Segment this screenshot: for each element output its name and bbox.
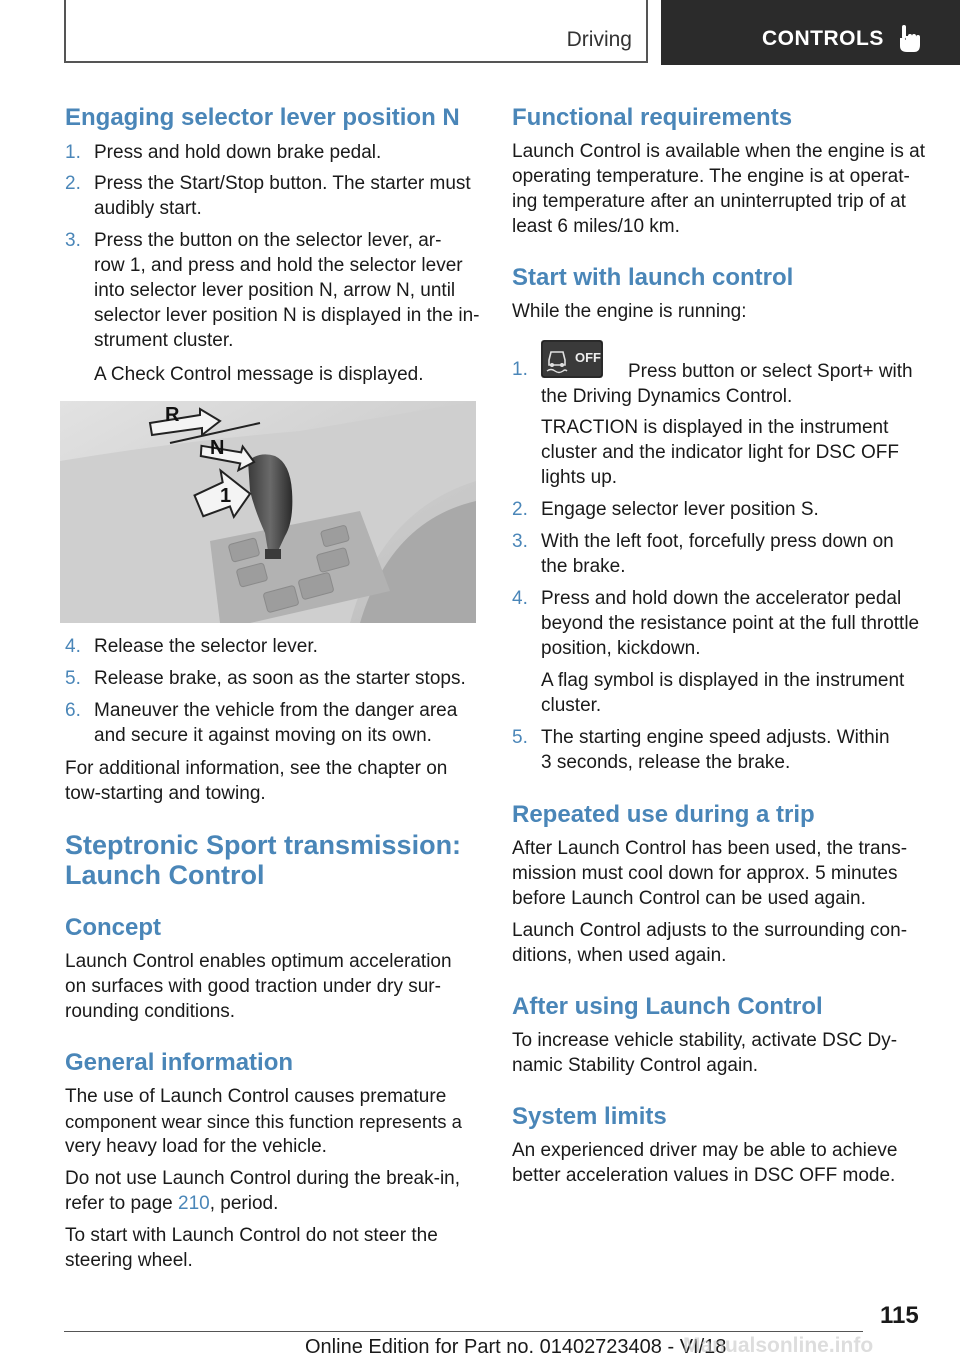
step-text: Press the button on the selector lever, ar‐ [94, 230, 442, 251]
selector-lever-photo [60, 401, 476, 623]
page-reference-link[interactable]: 210 [178, 1193, 210, 1214]
step-text: Press the Start/Stop button. The starter must [94, 173, 471, 194]
step-text: selector lever position N is displayed in the in‐ [94, 305, 480, 326]
step-number: 5. [65, 668, 81, 689]
step-number: 2. [65, 173, 81, 194]
traction-text: lights up. [541, 467, 618, 488]
arrow-1-label: 1 [220, 485, 232, 507]
hand-pointer-icon [898, 24, 922, 59]
step-number: 6. [65, 700, 81, 721]
arrow-r-label: R [165, 404, 180, 426]
step-text: position, kickdown. [541, 638, 701, 659]
step-text: strument cluster. [94, 330, 234, 351]
heading-system-limits: System limits [512, 1103, 667, 1130]
footer-divider [64, 1331, 863, 1332]
step1-text: Press button or select Sport+ with [628, 361, 913, 382]
general-text: The use of Launch Control causes premature [65, 1086, 447, 1107]
step-text: Press and hold down the accelerator pedal [541, 588, 902, 609]
step-number: 1. [512, 359, 528, 380]
traction-text: TRACTION is displayed in the instrument [541, 417, 889, 438]
step-number: 4. [65, 636, 81, 657]
traction-text: cluster and the indicator light for DSC OFF [541, 442, 899, 463]
watermark: Manualsonline.info [683, 1334, 874, 1357]
functional-text: ing temperature after an uninterrupted trip of at [512, 191, 906, 212]
functional-text: least 6 miles/10 km. [512, 216, 680, 237]
adjust-text: Launch Control adjusts to the surrounding con‐ [512, 920, 908, 941]
header-section-label: Driving [566, 28, 632, 51]
step-text: row 1, and press and hold the selector lever [94, 255, 463, 276]
step-text: into selector lever position N, arrow N, until [94, 280, 456, 301]
step-text: Engage selector lever position S. [541, 499, 819, 520]
steer-text: To start with Launch Control do not steer the [65, 1225, 438, 1246]
additional-info-line: For additional information, see the chapter on [65, 758, 448, 779]
footer-edition: Online Edition for Part no. 01402723408 - VI/18 [305, 1336, 727, 1358]
concept-text: rounding conditions. [65, 1001, 236, 1022]
step-number: 1. [65, 142, 81, 163]
while-running-text: While the engine is running: [512, 301, 747, 322]
chapter-tab-label: CONTROLS [762, 27, 884, 50]
step-text: and secure it against moving on its own. [94, 725, 432, 746]
step-text: beyond the resistance point at the full throttle [541, 613, 920, 634]
header-chapter-tab [661, 0, 960, 65]
functional-text: Launch Control is available when the engine is at [512, 141, 925, 162]
after-text: To increase vehicle stability, activate DSC Dy‐ [512, 1030, 898, 1051]
limits-text: better acceleration values in DSC OFF mode. [512, 1165, 896, 1186]
heading-after-using: After using Launch Control [512, 993, 823, 1020]
step-text: the brake. [541, 556, 626, 577]
heading-steptronic: Steptronic Sport transmission: [65, 830, 462, 860]
step-number: 5. [512, 727, 528, 748]
step-text: Release the selector lever. [94, 636, 318, 657]
step-number: 2. [512, 499, 528, 520]
heading-functional-requirements: Functional requirements [512, 104, 793, 131]
step-text: The starting engine speed adjusts. Within [541, 727, 890, 748]
breakin-prefix: refer to page [65, 1193, 179, 1214]
concept-text: on surfaces with good traction under dry sur‐ [65, 976, 441, 997]
steer-text: steering wheel. [65, 1250, 193, 1271]
step-number: 4. [512, 588, 528, 609]
step-text: Release brake, as soon as the starter stops. [94, 668, 466, 689]
step-text: audibly start. [94, 198, 202, 219]
check-control-note: A Check Control message is displayed. [94, 364, 424, 385]
dsc-off-button-icon [541, 340, 603, 378]
breakin-text: Do not use Launch Control during the break-in, [65, 1168, 461, 1189]
page-number: 115 [880, 1302, 919, 1329]
step-number: 3. [65, 230, 81, 251]
heading-start-launch-control: Start with launch control [512, 264, 794, 291]
step1-text: the Driving Dynamics Control. [541, 386, 793, 407]
limits-text: An experienced driver may be able to achieve [512, 1140, 898, 1161]
heading-repeated-use: Repeated use during a trip [512, 801, 815, 828]
functional-text: operating temperature. The engine is at operat‐ [512, 166, 910, 187]
adjust-text: ditions, when used again. [512, 945, 727, 966]
step-text: With the left foot, forcefully press down on [541, 531, 894, 552]
step-text: Maneuver the vehicle from the danger area [94, 700, 458, 721]
repeated-text: before Launch Control can be used again. [512, 888, 866, 909]
after-text: namic Stability Control again. [512, 1055, 759, 1076]
breakin-text-line [65, 1191, 278, 1216]
step-text: 3 seconds, release the brake. [541, 752, 791, 773]
heading-general-info: General information [65, 1049, 294, 1076]
repeated-text: After Launch Control has been used, the trans‐ [512, 838, 908, 859]
step-text: Press and hold down brake pedal. [94, 142, 382, 163]
heading-steptronic-2: Launch Control [65, 860, 265, 890]
breakin-suffix: , period. [209, 1193, 279, 1214]
heading-engaging-n: Engaging selector lever position N [65, 104, 460, 131]
additional-info-line: tow-starting and towing. [65, 783, 266, 804]
flag-text: A flag symbol is displayed in the instrument [541, 670, 905, 691]
concept-text: Launch Control enables optimum acceleration [65, 951, 452, 972]
general-text: component wear since this function represents a [65, 1111, 462, 1132]
repeated-text: mission must cool down for approx. 5 minutes [512, 863, 898, 884]
dsc-button-label: OFF [575, 350, 601, 365]
heading-concept: Concept [65, 914, 161, 941]
header-section-box [64, 0, 648, 63]
step-number: 3. [512, 531, 528, 552]
general-text: very heavy load for the vehicle. [65, 1136, 327, 1157]
flag-text: cluster. [541, 695, 602, 716]
arrow-n-label: N [210, 437, 225, 459]
